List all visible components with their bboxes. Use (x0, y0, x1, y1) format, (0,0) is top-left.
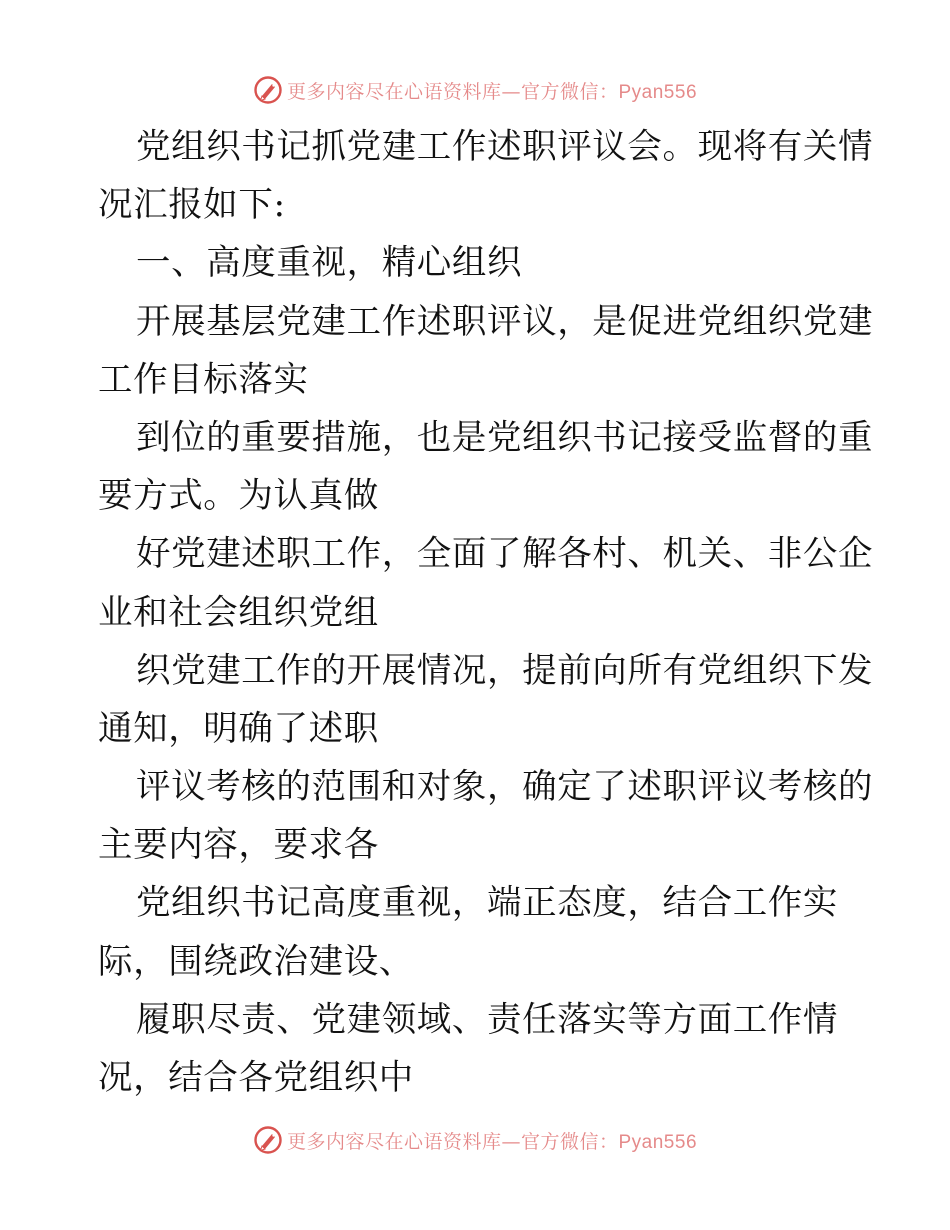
paragraph-line: 开展基层党建工作述职评议，是促进党组织党建 (136, 301, 874, 342)
document-body (98, 118, 874, 1107)
footer-banner (0, 1120, 950, 1160)
paragraph-line: 况汇报如下: (98, 185, 286, 226)
banner-text: 更多内容尽在心语资料库—官方微信：Pyan556 (286, 1130, 698, 1153)
paragraph-line: 要方式。为认真做 (98, 476, 379, 517)
paragraph-line: 党组织书记抓党建工作述职评议会。现将有关情 (136, 127, 874, 167)
wechat-id: Pyan556 (618, 81, 698, 103)
paragraph-line: 织党建工作的开展情况，提前向所有党组织下发 (136, 650, 874, 691)
paragraph-line: 主要内容，要求各 (98, 825, 379, 866)
section-heading: 一、高度重视，精心组织 (136, 243, 523, 284)
paragraph-line: 业和社会组织党组 (98, 592, 379, 633)
paragraph-line: 好党建述职工作，全面了解各村、机关、非公企 (136, 534, 874, 575)
pen-seal-logo-icon (253, 75, 283, 105)
paragraph-line: 到位的重要措施，也是党组织书记接受监督的重 (136, 417, 874, 458)
paragraph-line: 评议考核的范围和对象，确定了述职评议考核的 (136, 767, 874, 808)
pen-seal-logo-icon (253, 1125, 283, 1155)
banner-text: 更多内容尽在心语资料库—官方微信：Pyan556 (286, 80, 698, 103)
header-banner (0, 70, 950, 110)
wechat-id: Pyan556 (618, 1131, 698, 1153)
paragraph-line: 党组织书记高度重视，端正态度，结合工作实 (136, 883, 838, 924)
paragraph-line: 况，结合各党组织中 (98, 1058, 414, 1098)
paragraph-line: 际，围绕政治建设、 (98, 941, 414, 982)
paragraph-line: 通知，明确了述职 (98, 708, 379, 749)
paragraph-line: 工作目标落实 (98, 359, 309, 400)
paragraph-line: 履职尽责、党建领域、责任落实等方面工作情 (136, 999, 838, 1040)
